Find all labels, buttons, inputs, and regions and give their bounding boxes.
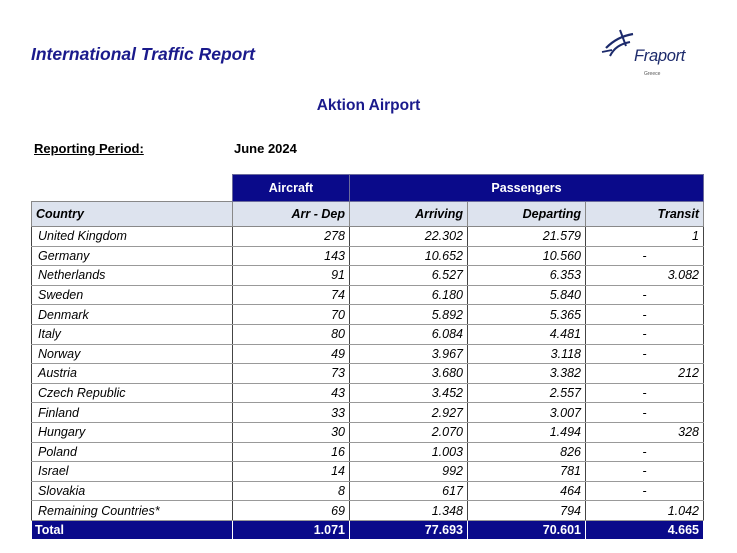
country-cell: Italy [32, 324, 233, 344]
column-header-arr-dep: Arr - Dep [233, 202, 350, 227]
arr-dep-cell: 49 [233, 344, 350, 364]
country-cell: Germany [32, 246, 233, 266]
arr-dep-cell: 73 [233, 364, 350, 384]
table-row [32, 344, 704, 364]
country-cell: Norway [32, 344, 233, 364]
transit-cell: 3.082 [586, 266, 704, 286]
table-row [32, 266, 704, 286]
country-cell: Sweden [32, 285, 233, 305]
group-header-spacer [32, 175, 233, 202]
country-cell: Remaining Countries* [32, 501, 233, 521]
table-row [32, 324, 704, 344]
arr-dep-cell: 91 [233, 266, 350, 286]
reporting-period-label: Reporting Period: [34, 141, 144, 156]
departing-cell: 10.560 [468, 246, 586, 266]
departing-cell: 1.494 [468, 422, 586, 442]
column-header-departing: Departing [468, 202, 586, 227]
departing-cell: 3.118 [468, 344, 586, 364]
table-row [32, 462, 704, 482]
column-header-transit: Transit [586, 202, 704, 227]
arr-dep-cell: 278 [233, 227, 350, 247]
arriving-cell: 3.967 [350, 344, 468, 364]
table-row [32, 227, 704, 247]
traffic-table [31, 174, 704, 540]
group-header-passengers: Passengers [350, 175, 704, 202]
table-row [32, 383, 704, 403]
arr-dep-cell: 8 [233, 481, 350, 501]
departing-cell: 826 [468, 442, 586, 462]
country-cell: Netherlands [32, 266, 233, 286]
arriving-cell: 992 [350, 462, 468, 482]
departing-cell: 3.382 [468, 364, 586, 384]
departing-cell: 464 [468, 481, 586, 501]
arr-dep-cell: 16 [233, 442, 350, 462]
total-label: Total [32, 520, 233, 539]
transit-cell: - [586, 285, 704, 305]
arr-dep-cell: 74 [233, 285, 350, 305]
total-row [32, 520, 704, 539]
arriving-cell: 3.680 [350, 364, 468, 384]
total-arriving: 77.693 [350, 520, 468, 539]
country-cell: Slovakia [32, 481, 233, 501]
transit-cell: - [586, 246, 704, 266]
country-cell: Israel [32, 462, 233, 482]
country-cell: Austria [32, 364, 233, 384]
table-row [32, 442, 704, 462]
table-row [32, 422, 704, 442]
total-transit: 4.665 [586, 520, 704, 539]
country-cell: Hungary [32, 422, 233, 442]
arriving-cell: 2.070 [350, 422, 468, 442]
logo-wordmark: Fraport [634, 47, 686, 65]
table-row [32, 246, 704, 266]
arr-dep-cell: 143 [233, 246, 350, 266]
table-row [32, 364, 704, 384]
transit-cell: - [586, 305, 704, 325]
column-header-row [32, 202, 704, 227]
arr-dep-cell: 30 [233, 422, 350, 442]
airport-name: Aktion Airport [316, 97, 421, 114]
arriving-cell: 22.302 [350, 227, 468, 247]
arr-dep-cell: 43 [233, 383, 350, 403]
departing-cell: 5.840 [468, 285, 586, 305]
departing-cell: 4.481 [468, 324, 586, 344]
arriving-cell: 1.003 [350, 442, 468, 462]
group-header-aircraft: Aircraft [233, 175, 350, 202]
arriving-cell: 6.084 [350, 324, 468, 344]
arr-dep-cell: 70 [233, 305, 350, 325]
country-cell: Denmark [32, 305, 233, 325]
transit-cell: 328 [586, 422, 704, 442]
table-row [32, 285, 704, 305]
column-header-arriving: Arriving [350, 202, 468, 227]
departing-cell: 781 [468, 462, 586, 482]
departing-cell: 2.557 [468, 383, 586, 403]
report-title: International Traffic Report [31, 44, 255, 64]
reporting-period-value: June 2024 [234, 141, 297, 156]
arriving-cell: 2.927 [350, 403, 468, 423]
transit-cell: 1 [586, 227, 704, 247]
table-row [32, 501, 704, 521]
transit-cell: - [586, 324, 704, 344]
fraport-logo [600, 26, 710, 82]
transit-cell: 1.042 [586, 501, 704, 521]
arr-dep-cell: 69 [233, 501, 350, 521]
group-header-row [32, 175, 704, 202]
arriving-cell: 6.180 [350, 285, 468, 305]
logo-subtitle: Greece [644, 71, 661, 77]
country-cell: Finland [32, 403, 233, 423]
arr-dep-cell: 14 [233, 462, 350, 482]
transit-cell: - [586, 383, 704, 403]
table-row [32, 481, 704, 501]
table-row [32, 305, 704, 325]
country-cell: Poland [32, 442, 233, 462]
transit-cell: - [586, 481, 704, 501]
country-cell: United Kingdom [32, 227, 233, 247]
arriving-cell: 617 [350, 481, 468, 501]
departing-cell: 794 [468, 501, 586, 521]
arriving-cell: 10.652 [350, 246, 468, 266]
transit-cell: 212 [586, 364, 704, 384]
departing-cell: 6.353 [468, 266, 586, 286]
transit-cell: - [586, 344, 704, 364]
arr-dep-cell: 80 [233, 324, 350, 344]
departing-cell: 5.365 [468, 305, 586, 325]
country-cell: Czech Republic [32, 383, 233, 403]
total-arr-dep: 1.071 [233, 520, 350, 539]
departing-cell: 3.007 [468, 403, 586, 423]
arriving-cell: 3.452 [350, 383, 468, 403]
table-row [32, 403, 704, 423]
arr-dep-cell: 33 [233, 403, 350, 423]
departing-cell: 21.579 [468, 227, 586, 247]
arriving-cell: 5.892 [350, 305, 468, 325]
transit-cell: - [586, 403, 704, 423]
arriving-cell: 1.348 [350, 501, 468, 521]
transit-cell: - [586, 442, 704, 462]
arriving-cell: 6.527 [350, 266, 468, 286]
column-header-country: Country [32, 202, 233, 227]
total-departing: 70.601 [468, 520, 586, 539]
transit-cell: - [586, 462, 704, 482]
